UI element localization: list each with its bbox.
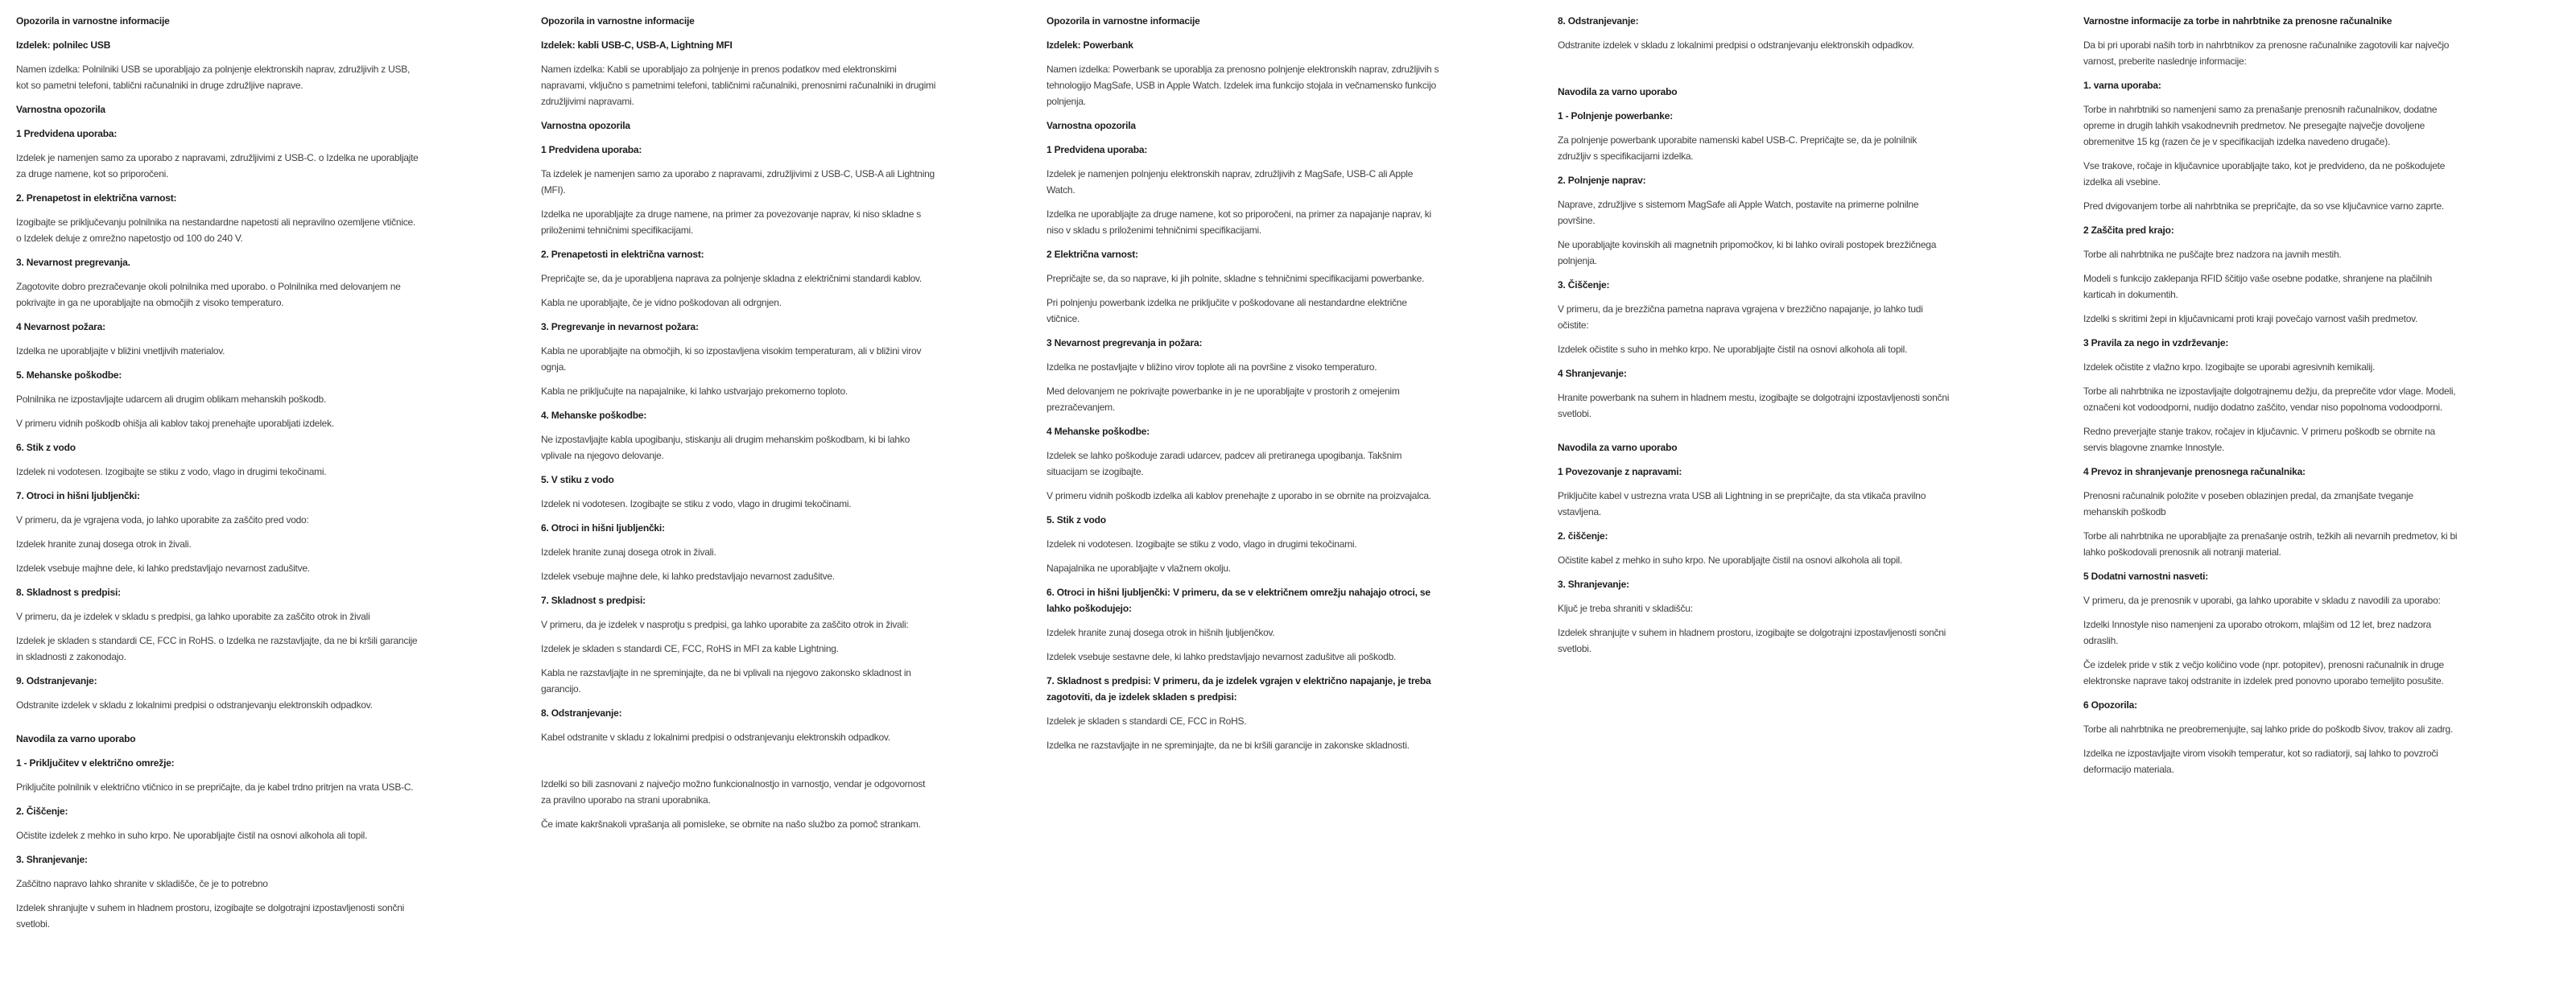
section-heading: 1 - Polnjenje powerbanke:	[1558, 110, 1674, 122]
paragraph: Ne izpostavljajte kabla upogibanju, stiskanju ali drugim mehanskim poškodbam, ki bi lahko vplivale na njegovo delovanje.	[541, 434, 910, 461]
paragraph: Izdelek se lahko poškoduje zaradi udarcev, padcev ali pretiranega upogibanja. Takšnim situacijam se izogibajte.	[1046, 450, 1402, 477]
paragraph: Če imate kakršnakoli vprašanja ali pomisleke, se obrnite na našo službo za pomoč strankam.	[541, 818, 921, 830]
paragraph: Izdelek ni vodotesen. Izogibajte se stiku z vodo, vlago in drugimi tekočinami.	[541, 498, 852, 509]
paragraph: Torbe ali nahrbtnika ne preobremenjujte, saj lahko pride do poškodb šivov, trakov ali zadrg.	[2083, 724, 2454, 735]
paragraph: Da bi pri uporabi naših torb in nahrbtnikov za prenosne računalnike zagotovili kar največjo varnost, preberite naslednje informacije:	[2083, 39, 2450, 67]
paragraph: Odstranite izdelek v skladu z lokalnimi predpisi o odstranjevanju elektronskih odpadkov.	[16, 699, 373, 711]
section-heading: 3. Nevarnost pregrevanja.	[16, 257, 130, 268]
paragraph: Med delovanjem ne pokrivajte powerbanke in je ne uporabljajte v prostorih z omejenim prezračevanjem.	[1046, 385, 1400, 413]
paragraph: Priključite polnilnik v električno vtičnico in se prepričajte, da je kabel trdno pritrjen na vrata USB-C.	[16, 781, 414, 793]
paragraph: Namen izdelka: Kabli se uporabljajo za polnjenje in prenos podatkov med elektronskimi napravami, vključno s pametnimi telefoni, tabličnimi računalniki, prenosnimi računalniki in drugimi združljivimi napravami.	[541, 64, 936, 107]
paragraph: Izogibajte se priključevanju polnilnika na nestandardne napetosti ali nepravilno ozemljene vtičnice. o Izdelek deluje z omrežno napetostjo od 100 do 240 V.	[16, 216, 415, 244]
paragraph: Ne uporabljajte kovinskih ali magnetnih pripomočkov, ki bi lahko ovirali postopek brezžičnega polnjenja.	[1558, 239, 1937, 266]
section-heading: 6. Stik z vodo	[16, 442, 76, 453]
section-heading: 4. Mehanske poškodbe:	[541, 410, 647, 421]
column-powerbank-and-cable-usage	[1558, 13, 1951, 665]
paragraph: Izdelek hranite zunaj dosega otrok in živali.	[16, 538, 192, 550]
paragraph: V primeru, da je izdelek v nasprotju s predpisi, ga lahko uporabite za zaščito otrok in živali:	[541, 619, 909, 630]
paragraph: V primeru, da je brezžična pametna naprava vgrajena v brezžično napajanje, jo lahko tudi očistite:	[1558, 303, 1923, 331]
column-powerbank-warnings	[1046, 13, 1439, 761]
paragraph: Izdelek hranite zunaj dosega otrok in živali.	[541, 546, 716, 558]
section-heading: Varnostna opozorila	[1046, 120, 1136, 131]
paragraph: Izdelek očistite s suho in mehko krpo. Ne uporabljajte čistil na osnovi alkohola ali topil.	[1558, 344, 1908, 355]
paragraph: Izdelek hranite zunaj dosega otrok in hišnih ljubljenčkov.	[1046, 627, 1275, 638]
paragraph: Polnilnika ne izpostavljajte udarcem ali drugim oblikam mehanskih poškodb.	[16, 394, 327, 405]
section-heading: 3. Shranjevanje:	[16, 854, 88, 865]
section-heading: 2. Prenapetost in električna varnost:	[16, 192, 177, 204]
paragraph: Izdelek vsebuje majhne dele, ki lahko predstavljajo nevarnost zadušitve.	[16, 563, 310, 574]
paragraph: Pri polnjenju powerbank izdelka ne priključite v poškodovane ali nestandardne električne vtičnice.	[1046, 297, 1407, 324]
paragraph: Očistite izdelek z mehko in suho krpo. Ne uporabljajte čistil na osnovi alkohola ali topil.	[16, 830, 368, 841]
section-heading: 4 Mehanske poškodbe:	[1046, 426, 1150, 437]
paragraph: Redno preverjajte stanje trakov, ročajev in ključavnic. V primeru poškodb se obrnite na servis blagovne znamke Innostyle.	[2083, 426, 2435, 453]
paragraph: Pred dvigovanjem torbe ali nahrbtnika se prepričajte, da so vse ključavnice varno zaprte.	[2083, 200, 2444, 212]
section-heading: Varnostna opozorila	[541, 120, 630, 131]
paragraph: Izdelek shranjujte v suhem in hladnem prostoru, izogibajte se dolgotrajni izpostavljenosti sončni svetlobi.	[1558, 627, 1946, 654]
paragraph: Očistite kabel z mehko in suho krpo. Ne uporabljajte čistil na osnovi alkohola ali topil.	[1558, 555, 1902, 566]
section-heading: 2 Električna varnost:	[1046, 249, 1138, 260]
paragraph: Torbe ali nahrbtnika ne izpostavljajte dolgotrajnemu dežju, da preprečite vdor vlage. Modeli, označeni kot vodoodporni, nudijo dodatno zaščito, vendar niso popolnoma vodoodporni.	[2083, 385, 2456, 413]
paragraph: Torbe ali nahrbtnika ne puščajte brez nadzora na javnih mestih.	[2083, 249, 2342, 260]
section-heading: 5. V stiku z vodo	[541, 474, 614, 485]
section-heading: 8. Skladnost s predpisi:	[16, 587, 121, 598]
paragraph: Kabel odstranite v skladu z lokalnimi predpisi o odstranjevanju elektronskih odpadkov.	[541, 732, 890, 743]
column-title: Varnostne informacije za torbe in nahrbtnike za prenosne računalnike	[2083, 15, 2392, 27]
paragraph: Prenosni računalnik položite v poseben oblazinjen predal, da zmanjšate tveganje mehanskih poškodb	[2083, 490, 2413, 517]
section-heading: 4 Shranjevanje:	[1558, 368, 1627, 379]
paragraph: Naprave, združljive s sistemom MagSafe ali Apple Watch, postavite na primerne polnilne površine.	[1558, 199, 1919, 226]
section-heading: Navodila za varno uporabo	[1558, 86, 1678, 97]
section-heading: Navodila za varno uporabo	[1558, 442, 1678, 453]
paragraph: Izdelek je skladen s standardi CE, FCC in RoHS. o Izdelka ne razstavljajte, da ne bi kršili garancije in skladnosti z zakonodajo.	[16, 635, 418, 662]
section-heading: 4 Nevarnost požara:	[16, 321, 105, 332]
paragraph: Hranite powerbank na suhem in hladnem mestu, izogibajte se dolgotrajni izpostavljenosti sončni svetlobi.	[1558, 392, 1950, 419]
section-heading: 1 Predvidena uporaba:	[16, 128, 118, 139]
paragraph: Izdelka ne uporabljajte za druge namene, na primer za povezovanje naprav, ki niso skladne s priloženimi tehničnimi specifikacijami.	[541, 208, 921, 236]
column-title: 8. Odstranjevanje:	[1558, 15, 1639, 27]
section-heading: 4 Prevoz in shranjevanje prenosnega računalnika:	[2083, 466, 2306, 477]
paragraph: Izdelek vsebuje sestavne dele, ki lahko predstavljajo nevarnost zadušitve ali poškodb.	[1046, 651, 1397, 662]
section-heading: 1 Predvidena uporaba:	[1046, 144, 1148, 155]
section-heading: 3. Pregrevanje in nevarnost požara:	[541, 321, 699, 332]
paragraph: Modeli s funkcijo zaklepanja RFID ščitijo vaše osebne podatke, shranjene na plačilnih karticah in dokumentih.	[2083, 273, 2433, 300]
column-cables-warnings	[541, 13, 937, 840]
section-heading: 2. Prenapetosti in električna varnost:	[541, 249, 704, 260]
paragraph: Izdelek je namenjen samo za uporabo z napravami, združljivimi z USB-C. o Izdelka ne uporabljajte za druge namene, kot so priporočeni.	[16, 152, 419, 179]
paragraph: Izdelek je namenjen polnjenju elektronskih naprav, združljivih z MagSafe, USB-C ali Apple Watch.	[1046, 168, 1414, 196]
section-heading: Izdelek: Powerbank	[1046, 39, 1133, 51]
section-heading: 2. Polnjenje naprav:	[1558, 175, 1646, 186]
paragraph: V primeru vidnih poškodb izdelka ali kablov prenehajte z uporabo in se obrnite na proizvajalca.	[1046, 490, 1431, 501]
paragraph: Ključ je treba shraniti v skladišču:	[1558, 603, 1693, 614]
section-heading: 1. varna uporaba:	[2083, 80, 2161, 91]
section-heading: 1 Povezovanje z napravami:	[1558, 466, 1682, 477]
paragraph: Ta izdelek je namenjen samo za uporabo z napravami, združljivimi z USB-C, USB-A ali Lightning (MFI).	[541, 168, 935, 196]
section-heading: Izdelek: polnilec USB	[16, 39, 111, 51]
section-heading: 7. Skladnost s predpisi:	[541, 595, 646, 606]
paragraph: Izdelki so bili zasnovani z največjo možno funkcionalnostjo in varnostjo, vendar je odgovornost za pravilno uporabo na strani uporabnika.	[541, 778, 926, 806]
paragraph: Izdelek shranjujte v suhem in hladnem prostoru, izogibajte se dolgotrajni izpostavljenosti sončni svetlobi.	[16, 902, 405, 930]
paragraph: V primeru, da je izdelek v skladu s predpisi, ga lahko uporabite za zaščito otrok in živali	[16, 611, 370, 622]
section-heading: 5. Mehanske poškodbe:	[16, 369, 122, 381]
paragraph: Zaščitno napravo lahko shranite v skladišče, če je to potrebno	[16, 878, 268, 889]
section-heading: 5 Dodatni varnostni nasveti:	[2083, 571, 2209, 582]
paragraph: Namen izdelka: Polnilniki USB se uporabljajo za polnjenje elektronskih naprav, združljivih z USB, kot so pametni telefoni, tablični računalniki in druge združljive naprave.	[16, 64, 411, 91]
section-heading: 2 Zaščita pred krajo:	[2083, 225, 2174, 236]
paragraph: Prepričajte se, da so naprave, ki jih polnite, skladne s tehničnimi specifikacijami powerbanke.	[1046, 273, 1425, 284]
paragraph: Vse trakove, ročaje in ključavnice uporabljajte tako, kot je predvideno, da ne poškodujete izdelka ali vsebine.	[2083, 160, 2446, 188]
paragraph: Izdelki s skritimi žepi in ključavnicami proti kraji povečajo varnost vaših predmetov.	[2083, 313, 2418, 324]
paragraph: Kabla ne razstavljajte in ne spreminjajte, da ne bi vplivali na njegovo zakonsko skladnost in garancijo.	[541, 667, 911, 695]
section-heading: 8. Odstranjevanje:	[541, 707, 622, 719]
paragraph: V primeru vidnih poškodb ohišja ali kablov takoj prenehajte uporabljati izdelek.	[16, 418, 334, 429]
paragraph: Prepričajte se, da je uporabljena naprava za polnjenje skladna z električnimi standardi kablov.	[541, 273, 922, 284]
section-heading: 3. Shranjevanje:	[1558, 579, 1629, 590]
paragraph: V primeru, da je prenosnik v uporabi, ga lahko uporabite v skladu z navodili za uporabo:	[2083, 595, 2441, 606]
column-laptop-bags-safety	[2083, 13, 2458, 785]
paragraph: Izdelki Innostyle niso namenjeni za uporabo otrokom, mlajšim od 12 let, brez nadzora odraslih.	[2083, 619, 2431, 646]
paragraph: Izdelka ne razstavljajte in ne spreminjajte, da ne bi kršili garancije in zakonske skladnosti.	[1046, 740, 1410, 751]
paragraph: Če izdelek pride v stik z večjo količino vode (npr. potopitev), prenosni računalnik in druge elektronske naprave takoj odstranite in izdelek pred ponovno uporabo temeljito posušite.	[2083, 659, 2444, 686]
section-heading: 6 Opozorila:	[2083, 699, 2137, 711]
section-heading: Izdelek: kabli USB-C, USB-A, Lightning MFI	[541, 39, 733, 51]
section-heading: 2. čiščenje:	[1558, 530, 1608, 542]
paragraph: Izdelka ne izpostavljajte virom visokih temperatur, kot so radiatorji, saj lahko to povzroči deformacijo materiala.	[2083, 748, 2438, 775]
paragraph: Torbe ali nahrbtnika ne uporabljajte za prenašanje ostrih, težkih ali nevarnih predmetov, ki bi lahko poškodovali prenosnik ali notranji material.	[2083, 530, 2458, 558]
paragraph: Priključite kabel v ustrezna vrata USB ali Lightning in se prepričajte, da sta vtikača pravilno vstavljena.	[1558, 490, 1926, 517]
section-heading: 6. Otroci in hišni ljubljenčki: V primeru, da se v električnem omrežju nahajajo otroci, se lahko poškodujejo:	[1046, 587, 1430, 614]
section-heading: 1 - Priključitev v električno omrežje:	[16, 757, 175, 769]
paragraph: Napajalnika ne uporabljajte v vlažnem okolju.	[1046, 563, 1231, 574]
section-heading: 9. Odstranjevanje:	[16, 675, 97, 686]
column-usb-charger-warnings	[16, 13, 420, 940]
section-heading: Navodila za varno uporabo	[16, 733, 136, 744]
paragraph: Izdelek ni vodotesen. Izogibajte se stiku z vodo, vlago in drugimi tekočinami.	[1046, 538, 1357, 550]
column-title: Opozorila in varnostne informacije	[541, 15, 695, 27]
paragraph: Izdelka ne uporabljajte za druge namene, kot so priporočeni, na primer za napajanje naprav, ki niso v skladu s priloženimi tehničnimi specifikacijami.	[1046, 208, 1431, 236]
paragraph: Izdelek ni vodotesen. Izogibajte se stiku z vodo, vlago in drugimi tekočinami.	[16, 466, 327, 477]
section-heading: 3. Čiščenje:	[1558, 279, 1610, 291]
paragraph: Izdelek očistite z vlažno krpo. Izogibajte se uporabi agresivnih kemikalij.	[2083, 361, 2376, 373]
section-heading: 2. Čiščenje:	[16, 806, 68, 817]
section-heading: Varnostna opozorila	[16, 104, 105, 115]
paragraph: Kabla ne uporabljajte na območjih, ki so izpostavljena visokim temperaturam, ali v bližini virov ognja.	[541, 345, 922, 373]
section-heading: 7. Skladnost s predpisi: V primeru, da je izdelek vgrajen v električno napajanje, je treba zagotoviti, da je izdelek skladen s predpisi:	[1046, 675, 1431, 703]
paragraph: Za polnjenje powerbank uporabite namenski kabel USB-C. Prepričajte se, da je polnilnik združljiv s specifikacijami izdelka.	[1558, 134, 1918, 162]
column-title: Opozorila in varnostne informacije	[1046, 15, 1200, 27]
paragraph: Izdelek je skladen s standardi CE, FCC in RoHS.	[1046, 715, 1247, 727]
paragraph: Torbe in nahrbtniki so namenjeni samo za prenašanje prenosnih računalnikov, dodatne opreme in drugih lahkih vsakodnevnih predmetov. Ne presegajte največje dovoljene obremenitve 15 kg (razen če je v specifikacijah izdelka navedeno drugače).	[2083, 104, 2438, 147]
paragraph: Kabla ne uporabljajte, če je vidno poškodovan ali odrgnjen.	[541, 297, 782, 308]
paragraph: V primeru, da je vgrajena voda, jo lahko uporabite za zaščito pred vodo:	[16, 514, 309, 526]
paragraph: Izdelka ne uporabljajte v bližini vnetljivih materialov.	[16, 345, 225, 357]
paragraph: Izdelek vsebuje majhne dele, ki lahko predstavljajo nevarnost zadušitve.	[541, 571, 835, 582]
section-heading: 3 Nevarnost pregrevanja in požara:	[1046, 337, 1203, 348]
paragraph: Zagotovite dobro prezračevanje okoli polnilnika med uporabo. o Polnilnika med delovanjem ne pokrivajte in ga ne uporabljajte na območjih z visoko temperaturo.	[16, 281, 401, 308]
column-title: Opozorila in varnostne informacije	[16, 15, 170, 27]
section-heading: 6. Otroci in hišni ljubljenčki:	[541, 522, 665, 534]
section-heading: 7. Otroci in hišni ljubljenčki:	[16, 490, 140, 501]
paragraph: Kabla ne priključujte na napajalnike, ki lahko ustvarjajo prekomerno toploto.	[541, 385, 848, 397]
section-heading: 1 Predvidena uporaba:	[541, 144, 642, 155]
section-heading: 5. Stik z vodo	[1046, 514, 1106, 526]
paragraph: Odstranite izdelek v skladu z lokalnimi predpisi o odstranjevanju elektronskih odpadkov.	[1558, 39, 1914, 51]
paragraph: Namen izdelka: Powerbank se uporablja za prenosno polnjenje elektronskih naprav, združljivih s tehnologijo MagSafe, USB in Apple Watch. Izdelek ima funkcijo stojala in večnamensko funkcijo polnjenja.	[1046, 64, 1439, 107]
paragraph: Izdelek je skladen s standardi CE, FCC, RoHS in MFI za kable Lightning.	[541, 643, 839, 654]
paragraph: Izdelka ne postavljajte v bližino virov toplote ali na površine z visoko temperaturo.	[1046, 361, 1377, 373]
section-heading: 3 Pravila za nego in vzdrževanje:	[2083, 337, 2229, 348]
